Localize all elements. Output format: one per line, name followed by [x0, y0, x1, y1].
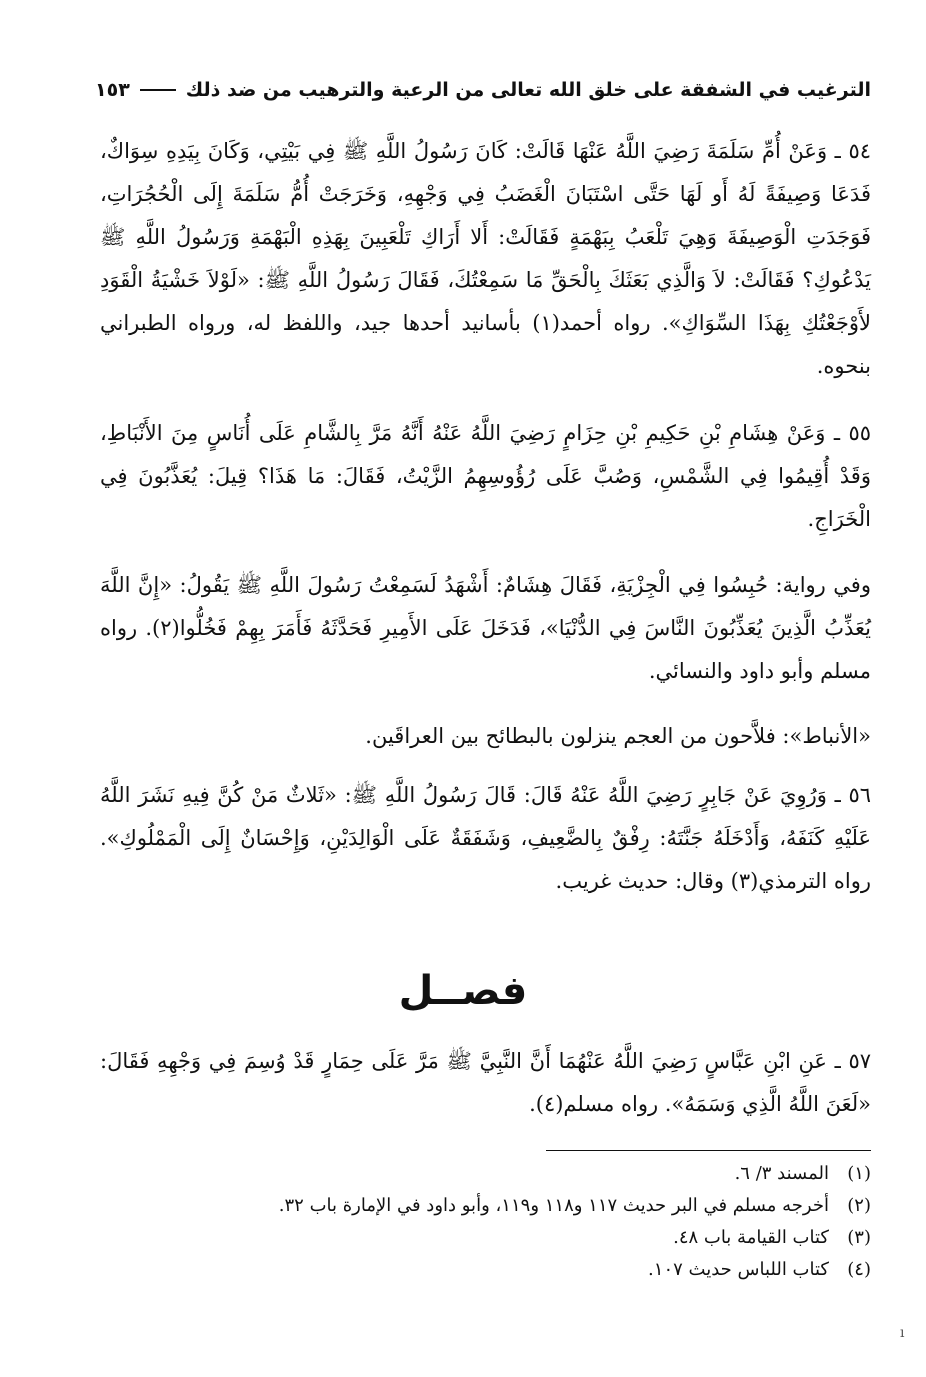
footnote-1: (١)المسند ٣/ ٦. [734, 1163, 871, 1184]
footnote-4: (٤)كتاب اللباس حديث ١٠٧. [648, 1259, 871, 1280]
hadith-56: ٥٦ ـ وَرُوِيَ عَنْ جَابِرٍ رَضِيَ اللَّهُ عَنْهُ قَالَ: قَالَ رَسُولُ اللَّهِ ﷺ: «ثَلاثٌ مَنْ كُنَّ فِيهِ نَشَرَ اللَّهُ عَلَيْهِ كَنَفَهُ، وَأَدْخَلَهُ جَنَّتَهُ: رِفْقٌ بِالضَّعِيفِ، وَشَفَقَةٌ عَلَى الْوَالِدَيْنِ، وَإِحْسَانٌ إِلَى الْمَمْلُوكِ». رواه الترمذي(٣) وقال: حديث غريب. [100, 783, 871, 893]
section-heading: فصــل [398, 968, 528, 1014]
footnote-2: (٢)أخرجه مسلم في البر حديث ١١٧ و١١٨ و١١٩، وأبو داود في الإمارة باب ٣٢. [278, 1195, 871, 1216]
scan-mark: ı [900, 1325, 905, 1341]
header-rule [140, 89, 176, 91]
hadith-55: ٥٥ ـ وَعَنْ هِشَامِ بْنِ حَكِيمِ بْنِ حِزَامٍ رَضِيَ اللَّهُ عَنْهُ أَنَّهُ مَرَّ بِالشَّامِ عَلَى أُنَاسٍ مِنَ الأَنْبَاطِ، وَقَدْ أُقِيمُوا فِي الشَّمْسِ، وَصُبَّ عَلَى رُؤُوسِهِمُ الزَّيْتُ، فَقَالَ: مَا هَذَا؟ قِيلَ: يُعَذَّبُونَ فِي الْخَرَاجِ. [100, 421, 871, 531]
footnote-divider [546, 1150, 871, 1151]
page-number: ١٥٣ [95, 79, 130, 101]
footnotes-list [100, 1158, 871, 1286]
header-title: الترغيب في الشفقة على خلق الله تعالى من الرعية والترهيب من ضد ذلك [185, 79, 871, 101]
hadith-54: ٥٤ ـ وَعَنْ أُمِّ سَلَمَةَ رَضِيَ اللَّهُ عَنْهَا قَالَتْ: كَانَ رَسُولُ اللَّهِ ﷺ فِي بَيْتِي، وَكَانَ بِيَدِهِ سِوَاكٌ، فَدَعَا وَصِيفَةً لَهُ أَو لَهَا حَتَّى اسْتَبَانَ الْغَضَبُ فِي وَجْهِهِ، وَخَرَجَتْ أُمُّ سَلَمَةَ إِلَى الْحُجُرَاتِ، فَوَجَدَتِ الْوَصِيفَةَ وَهِيَ تَلْعَبُ بِبَهْمَةٍ فَقَالَتْ: أَلا أَرَاكِ تَلْعَبِينَ بِهَذِهِ الْبَهْمَةِ وَرَسُولُ اللَّهِ ﷺ يَدْعُوكِ؟ فَقَالَتْ: لاَ وَالَّذِي بَعَثَكَ بِالْحَقِّ مَا سَمِعْتُكَ، فَقَالَ رَسُولُ اللَّهِ ﷺ: «لَوْلاَ خَشْيَةُ الْقَوَدِ لأَوْجَعْتُكِ بِهَذَا السِّوَاكِ». رواه أحمد(١) بأسانيد أحدها جيد، واللفظ له، ورواه الطبراني بنحوه. [100, 139, 872, 378]
hadith-57: ٥٧ ـ عَنِ ابْنِ عَبَّاسٍ رَضِيَ اللَّهُ عَنْهُمَا أَنَّ النَّبِيَّ ﷺ مَرَّ عَلَى حِمَارٍ قَدْ وُسِمَ فِي وَجْهِهِ فَقَالَ: «لَعَنَ اللَّهُ الَّذِي وَسَمَهُ». رواه مسلم(٤). [100, 1049, 871, 1116]
running-header [95, 70, 871, 110]
footnote-3: (٣)كتاب القيامة باب ٤٨. [673, 1227, 871, 1248]
hadith-55-variant: وفي رواية: حُبِسُوا فِي الْجِزْيَةِ، فَقَالَ هِشَامٌ: أَشْهَدُ لَسَمِعْتُ رَسُولَ اللَّهِ ﷺ يَقُولُ: «إِنَّ اللَّهَ يُعَذِّبُ الَّذِينَ يُعَذِّبُونَ النَّاسَ فِي الدُّنْيَا»، فَدَخَلَ عَلَى الأَمِيرِ فَحَدَّثَهُ فَأَمَرَ بِهِمْ فَخُلُّوا(٢). رواه مسلم وأبو داود والنسائي. [100, 573, 871, 683]
glossary-note: «الأنباط»: فلاَّحون من العجم ينزلون بالبطائح بين العراقَين. [365, 724, 871, 748]
